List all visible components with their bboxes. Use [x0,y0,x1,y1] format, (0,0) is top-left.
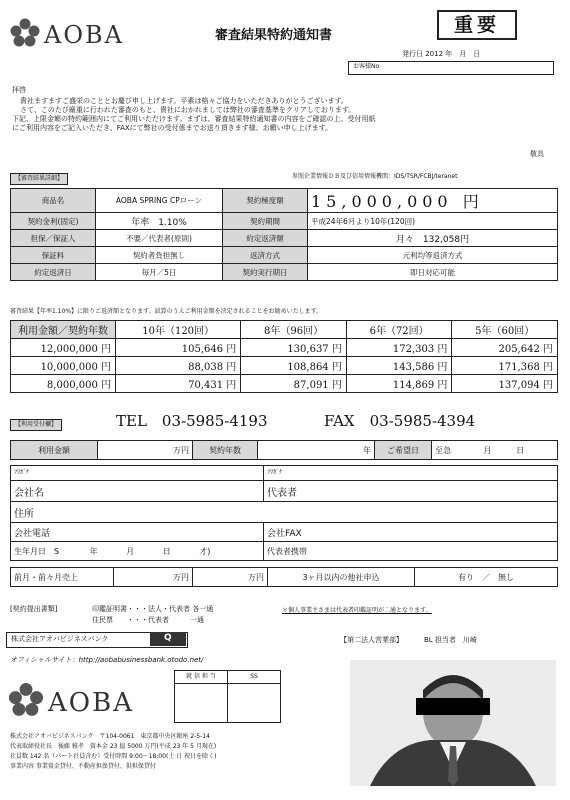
form-row [11,502,558,523]
approval-stamp-cell [228,684,281,723]
table-row [11,375,558,393]
age-label: 才) [199,546,211,556]
table-cell: 契約金利(固定) [11,213,96,230]
table-cell: 不要／代表者(原則) [96,230,223,247]
closing: 敬具 [530,150,544,158]
table-cell: 130,637 円 [241,339,347,357]
address-label: 住所 [14,508,34,520]
table-cell: 8,000,000 円 [11,375,116,393]
approval-stamp-cell [175,684,228,723]
desired-date-label: ご希望日 [375,441,432,460]
body-line: 貴社ますますご盛栄のこととお慶び申し上げます。平素は格々ご協力をいただきありがとうございます。 [20,97,348,105]
table-cell: 契約実行期日 [223,264,308,281]
rep-furigana-field[interactable] [264,466,558,481]
table-cell: 約定返済日 [11,264,96,281]
customer-number-box[interactable] [348,61,554,75]
table-row [11,213,558,230]
approval-box [174,670,281,723]
documents-label: [契約提出書類] [10,605,58,613]
table-cell: 契約者負担無し [96,247,223,264]
address-field[interactable] [11,502,558,523]
sales-unit: 万円 [248,572,264,582]
table-cell: 元利均等返済方式 [308,247,558,264]
important-stamp: 重要 [437,10,517,40]
table-cell: 年率 1.10% [96,213,223,230]
table-cell: 12,000,000 円 [11,339,116,357]
table-cell: 137,094 円 [452,375,558,393]
birth-day: 日 [162,546,171,556]
document-title: 審査結果特約通知書 [215,28,333,43]
footer-info [10,732,216,772]
table-cell: 114,869 円 [346,375,452,393]
body-line: にご利用内容をご記入いただき、FAXにて弊社の受付係までお送り頂きます様、お願い申し上げます。 [12,124,333,132]
form-row [11,542,558,561]
aoba-logo [8,16,124,50]
representative-field[interactable] [264,481,558,502]
fax-number: FAX 03-5985-4394 [324,412,476,430]
review-section-label: 【審査結果詳細】 [10,173,68,185]
sales-label: 前月・前々月売上 [11,568,114,587]
amount-field[interactable] [98,441,193,460]
table-header-row [11,321,558,339]
cherry-blossom-icon [6,680,46,720]
table-row [11,339,558,357]
month-label: 月 [483,445,492,455]
furigana-label: ﾌﾘｶﾞﾅ [14,469,30,476]
table-header: 6年（72回） [346,321,452,339]
company-fax-field[interactable] [264,523,558,542]
documents-line-2: 住民票 ・・・代表者 一通 [92,616,204,624]
form-row [11,568,558,587]
company-tel-label: 会社電話 [14,528,51,539]
body-text [12,97,375,133]
furigana-field[interactable] [11,466,264,481]
body-line: 下記、上限金額の特約範囲内にてご利用いただけます。まずは、審査結果特約通知書の内容をご確認の上、受付用紙 [12,115,376,123]
table-cell: AOBA SPRING CPローン [96,189,223,213]
desired-date-field[interactable] [432,441,558,460]
table-cell: 171,368 円 [452,357,558,375]
table-cell: 87,091 円 [241,375,347,393]
tel-number: TEL 03-5985-4193 [116,412,268,430]
sales-unit: 万円 [173,572,189,582]
table-cell: 即日対応可能 [308,264,558,281]
table-header: 8年（96回） [241,321,347,339]
table-cell: 保証料 [11,247,96,264]
furigana-label: ﾌﾘｶﾞﾅ [267,469,283,476]
table-row [11,357,558,375]
search-button[interactable] [150,632,186,646]
max-credit-amount: 15,000,000 円 [308,189,558,213]
table-header: 利用金額／契約年数 [11,321,116,339]
footer-line: 社員数 142 名（パート社員含む）受付時間 9:00〜18:00(土 日 祝日を除く) [10,753,217,760]
footer-line: 事業内容 事業資金貸付、不動産担保貸付、供担保貸付 [10,763,156,770]
body-line: さて、このたび厳重に行われた審査のもと、貴社におかれましては弊社の審査基準をクリアしております。 [20,106,356,114]
rep-mobile-field[interactable] [264,542,558,561]
years-field[interactable] [258,441,375,460]
sales-prev2-field[interactable] [193,568,268,587]
table-header: 5年（60回） [452,321,558,339]
other-app-choice[interactable]: 有り ／ 無し [415,568,558,587]
review-table [10,188,558,281]
person-photo-icon [350,660,556,786]
table-cell: 約定返済額 [223,230,308,247]
table-cell: 172,303 円 [346,339,452,357]
company-name-field[interactable] [11,481,264,502]
sales-form [10,567,558,587]
table-header: 10年（120回） [116,321,241,339]
search-icon: Q [164,633,172,643]
approval-header: 就 信 担 当 [175,671,228,684]
table-cell: 毎月／5日 [96,264,223,281]
footer-logo [6,680,136,724]
representative-label: 代表者 [267,487,297,499]
table-cell: 88,038 円 [116,357,241,375]
staff-photo [350,660,556,786]
repayment-table [10,320,558,393]
form-row [11,523,558,542]
urgent-option: 至急 [435,445,451,455]
company-tel-field[interactable] [11,523,264,542]
years-label: 契約年数 [193,441,258,460]
footer-line: 株式会社アオバビジネスバンク 〒104-0061 東京都中央区銀座 2-5-14 [10,733,210,740]
year-unit: 年 [363,445,371,455]
official-site[interactable]: オフィシャルサイト：http://aobabusinessbank.otodo.net/ [10,656,204,664]
customer-number-label: お客様No [353,63,380,70]
day-label: 日 [516,445,525,455]
company-fax-label: 会社FAX [267,528,302,539]
amount-unit: 万円 [173,445,189,455]
footer-line: 代表取締役社長 後藤 雅孝 資本金 23 億 5000 万円(平成 23 年 5 月現在) [10,743,217,750]
table-cell: 返済方式 [223,247,308,264]
reference-db: 参照企業情報ＤＢ及び信用情報機関：IDS/TSR/FCBJ/teranet [292,173,458,180]
table-cell: 105,646 円 [116,339,241,357]
sole-proprietor-notice: ＊個人事業主さまは代表者印鑑証明が二通となります。 [282,607,432,614]
application-form [10,440,558,460]
table-cell: 商品名 [11,189,96,213]
issue-date: 発行日 2012 年 月 日 [402,50,481,58]
rate-note: 審査結果【年率1.10%】に限りご返済額となります。試算のうえご利用金額を決定されることをお勧めいたします。 [10,308,323,315]
table-cell: 70,431 円 [116,375,241,393]
other-app-label: 3ヶ月以内の他社申込 [268,568,415,587]
staff-name: BL 担当者 川崎 [424,636,477,644]
footer-logo-text: AOBA [48,688,134,718]
department-label: 【第二法人営業部】 [340,636,403,644]
company-form [10,465,558,561]
table-row [11,230,558,247]
table-cell: 担保／保証人 [11,230,96,247]
table-row [11,264,558,281]
table-cell: 10,000,000 円 [11,357,116,375]
rep-mobile-label: 代表者携帯 [267,546,307,556]
form-row [11,481,558,502]
table-cell: 契約期間 [223,213,308,230]
table-cell: 108,864 円 [241,357,347,375]
approval-header: SS [228,671,281,684]
table-cell: 契約極度額 [223,189,308,213]
company-name-label: 会社名 [14,487,44,499]
logo-text: AOBA [44,21,124,49]
documents-line-1: 印鑑証明書・・・法人・代表者 各一通 [92,605,214,613]
amount-label: 利用金額 [11,441,98,460]
table-cell: 月々 132,058円 [308,230,558,247]
table-cell: 平成24年6月より10年(120回) [308,213,558,230]
table-cell: 143,586 円 [346,357,452,375]
greeting: 拝啓 [12,86,26,94]
table-cell: 205,642 円 [452,339,558,357]
sales-prev-field[interactable] [114,568,193,587]
birth-year: 年 [89,546,98,556]
form-row [11,441,558,460]
search-text: 株式会社アオバビジネスバンク [11,635,109,643]
birth-month: 月 [126,546,135,556]
form-row [11,466,558,481]
birth-date-field[interactable] [11,542,264,561]
reception-label: 【利用受付欄】 [10,419,62,431]
birth-label: 生年月日 S [14,546,60,556]
table-row [11,189,558,213]
cherry-blossom-icon [8,16,42,50]
table-row [11,247,558,264]
